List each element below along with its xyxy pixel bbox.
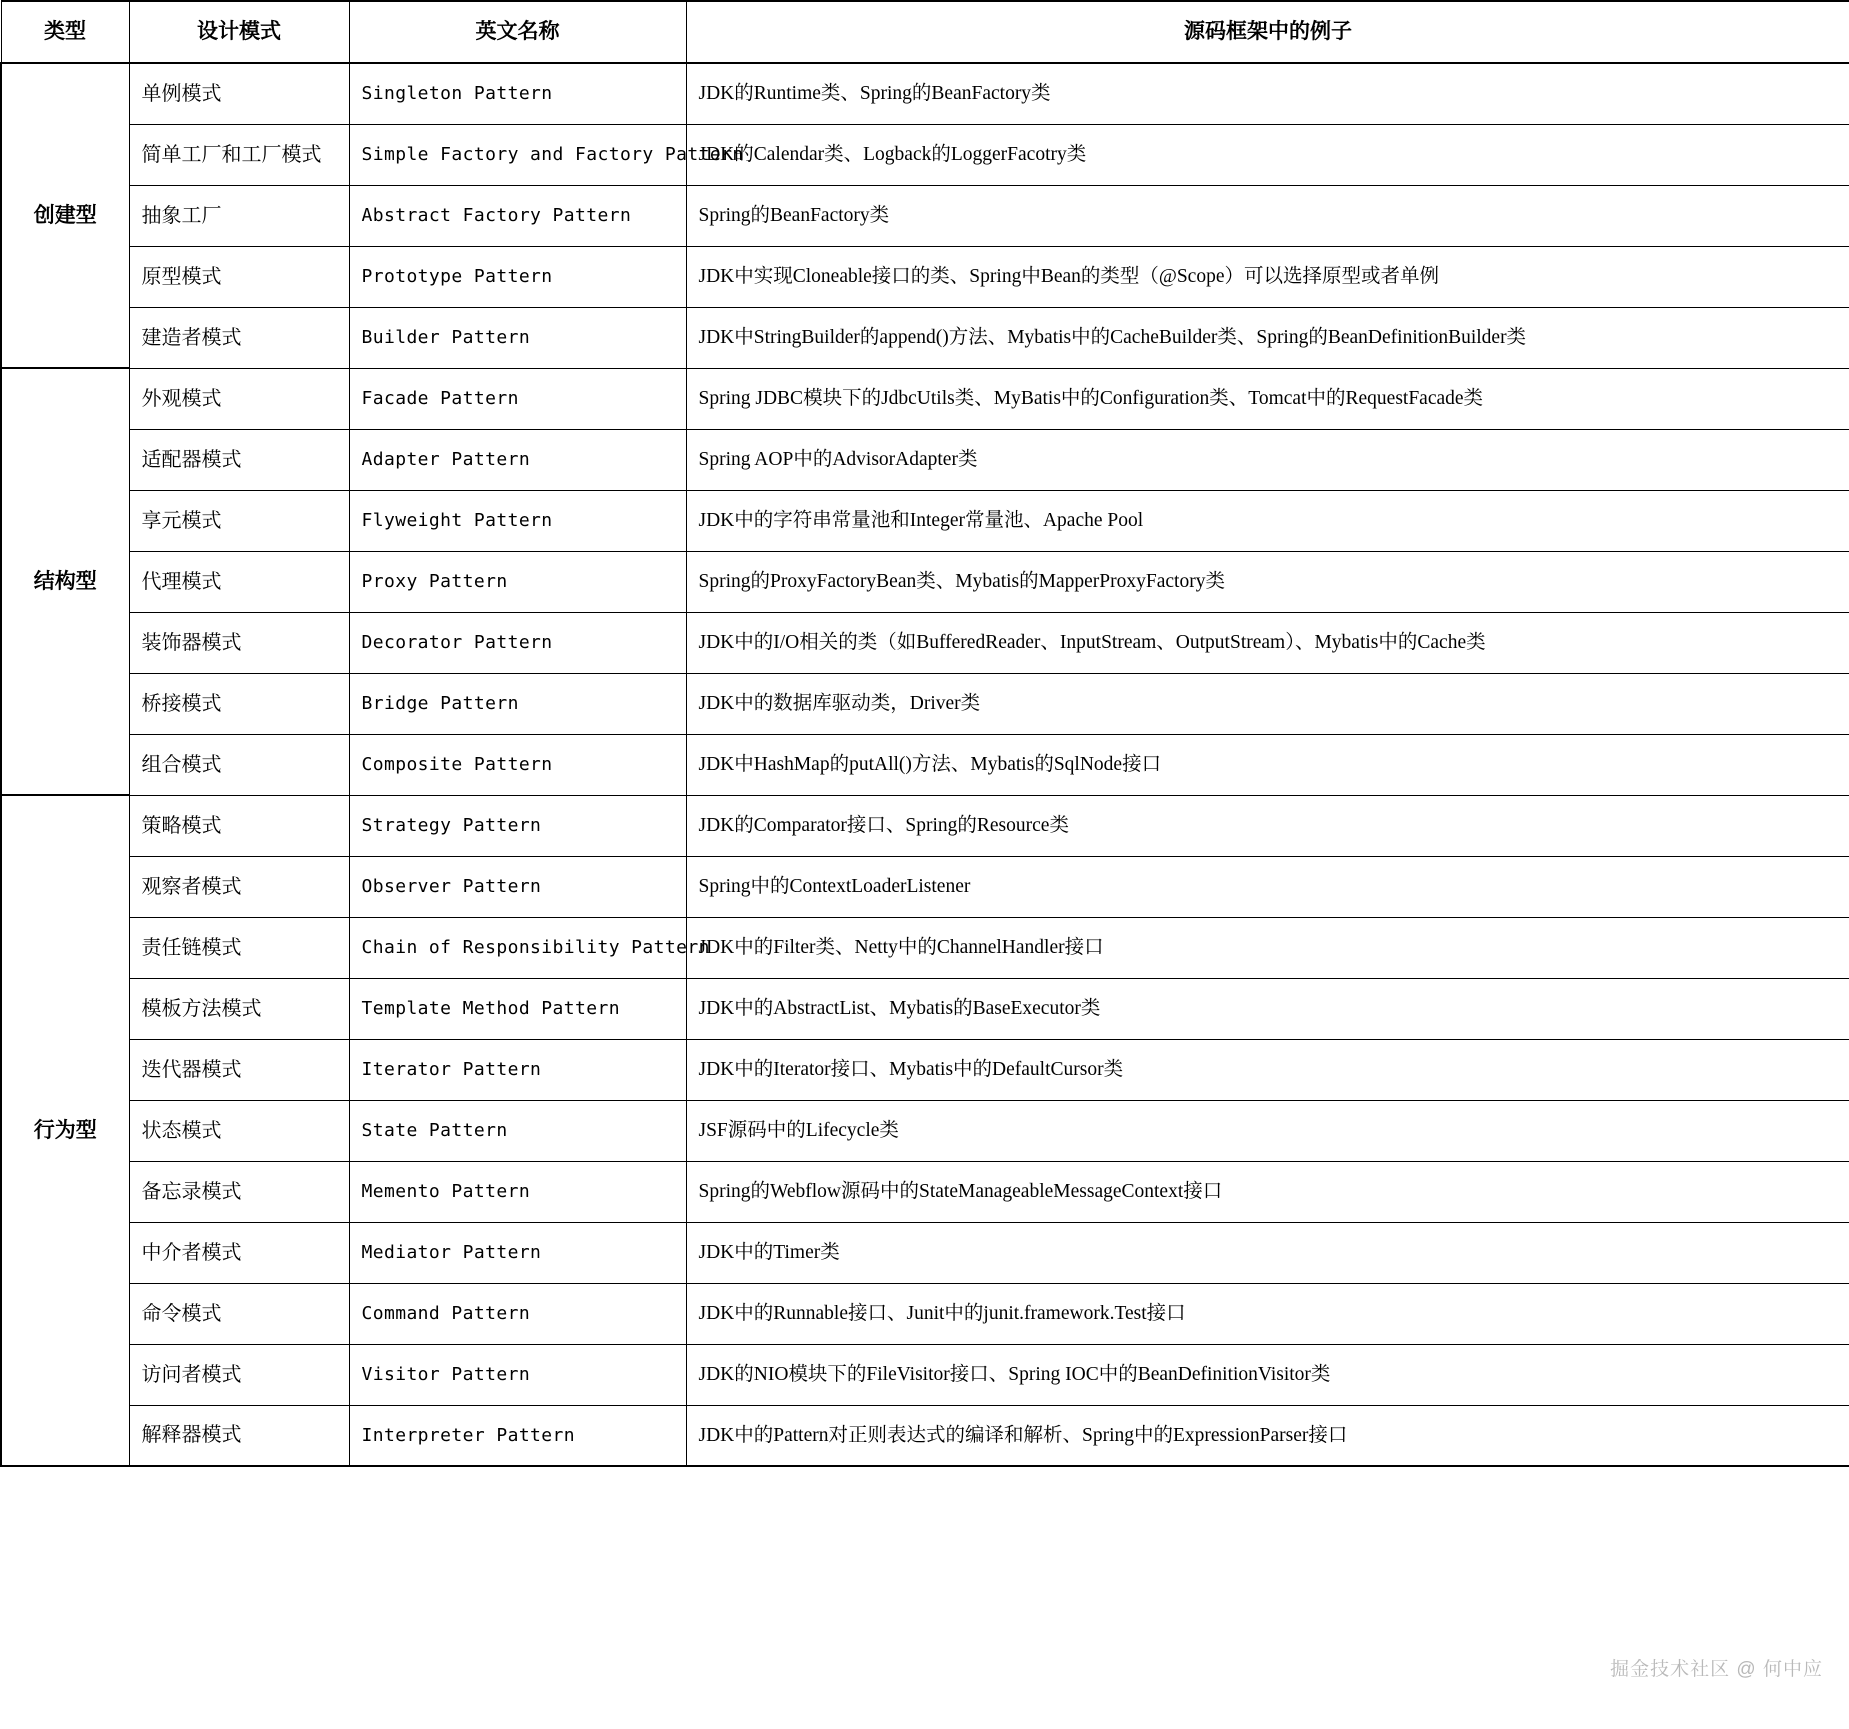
- pattern-name-cn: 命令模式: [129, 1283, 349, 1344]
- group-label: 结构型: [1, 368, 129, 795]
- pattern-name-cn: 模板方法模式: [129, 978, 349, 1039]
- pattern-name-cn: 建造者模式: [129, 307, 349, 368]
- pattern-name-cn: 观察者模式: [129, 856, 349, 917]
- group-label: 创建型: [1, 63, 129, 368]
- pattern-examples: JDK中的Runnable接口、Junit中的junit.framework.Test接口: [686, 1283, 1849, 1344]
- pattern-examples: JDK中的字符串常量池和Integer常量池、Apache Pool: [686, 490, 1849, 551]
- pattern-name-en: Prototype Pattern: [349, 246, 686, 307]
- table-row: [1, 612, 1849, 673]
- pattern-name-cn: 责任链模式: [129, 917, 349, 978]
- pattern-name-cn: 适配器模式: [129, 429, 349, 490]
- pattern-name-cn: 组合模式: [129, 734, 349, 795]
- table-row: [1, 185, 1849, 246]
- pattern-name-en: Chain of Responsibility Pattern: [349, 917, 686, 978]
- pattern-name-cn: 单例模式: [129, 63, 349, 124]
- pattern-examples: JDK中HashMap的putAll()方法、Mybatis的SqlNode接口: [686, 734, 1849, 795]
- pattern-examples: JDK中StringBuilder的append()方法、Mybatis中的CacheBuilder类、Spring的BeanDefinitionBuilder类: [686, 307, 1849, 368]
- pattern-name-cn: 外观模式: [129, 368, 349, 429]
- pattern-name-cn: 访问者模式: [129, 1344, 349, 1405]
- pattern-examples: Spring的BeanFactory类: [686, 185, 1849, 246]
- table-row: [1, 978, 1849, 1039]
- pattern-examples: JSF源码中的Lifecycle类: [686, 1100, 1849, 1161]
- pattern-name-cn: 迭代器模式: [129, 1039, 349, 1100]
- pattern-name-en: Flyweight Pattern: [349, 490, 686, 551]
- table-row: [1, 1405, 1849, 1466]
- table-row: [1, 1283, 1849, 1344]
- table-row: [1, 1344, 1849, 1405]
- pattern-name-en: Visitor Pattern: [349, 1344, 686, 1405]
- table-row: [1, 429, 1849, 490]
- pattern-name-cn: 中介者模式: [129, 1222, 349, 1283]
- table-row: [1, 124, 1849, 185]
- pattern-examples: JDK的Comparator接口、Spring的Resource类: [686, 795, 1849, 856]
- pattern-examples: Spring JDBC模块下的JdbcUtils类、MyBatis中的Configuration类、Tomcat中的RequestFacade类: [686, 368, 1849, 429]
- pattern-name-cn: 桥接模式: [129, 673, 349, 734]
- column-header-examples: 源码框架中的例子: [686, 1, 1849, 63]
- pattern-name-en: Decorator Pattern: [349, 612, 686, 673]
- pattern-name-cn: 装饰器模式: [129, 612, 349, 673]
- watermark: 掘金技术社区 @ 何中应: [1610, 1659, 1823, 1680]
- pattern-name-en: Builder Pattern: [349, 307, 686, 368]
- pattern-name-cn: 原型模式: [129, 246, 349, 307]
- pattern-examples: JDK的Runtime类、Spring的BeanFactory类: [686, 63, 1849, 124]
- pattern-examples: JDK中的Iterator接口、Mybatis中的DefaultCursor类: [686, 1039, 1849, 1100]
- pattern-name-en: Facade Pattern: [349, 368, 686, 429]
- table-row: [1, 673, 1849, 734]
- table-body: [1, 63, 1849, 1466]
- table-row: [1, 734, 1849, 795]
- table-row: [1, 1039, 1849, 1100]
- pattern-examples: Spring的Webflow源码中的StateManageableMessageContext接口: [686, 1161, 1849, 1222]
- table-row: [1, 856, 1849, 917]
- pattern-name-en: Adapter Pattern: [349, 429, 686, 490]
- pattern-name-en: Iterator Pattern: [349, 1039, 686, 1100]
- column-header-type: 类型: [1, 1, 129, 63]
- pattern-name-en: Strategy Pattern: [349, 795, 686, 856]
- pattern-examples: JDK中的Pattern对正则表达式的编译和解析、Spring中的ExpressionParser接口: [686, 1405, 1849, 1466]
- pattern-examples: Spring中的ContextLoaderListener: [686, 856, 1849, 917]
- pattern-name-en: Composite Pattern: [349, 734, 686, 795]
- table-row: [1, 551, 1849, 612]
- table-row: [1, 1161, 1849, 1222]
- pattern-examples: JDK的Calendar类、Logback的LoggerFacotry类: [686, 124, 1849, 185]
- table-row: [1, 1222, 1849, 1283]
- column-header-pattern-cn: 设计模式: [129, 1, 349, 63]
- pattern-name-en: Bridge Pattern: [349, 673, 686, 734]
- pattern-name-cn: 解释器模式: [129, 1405, 349, 1466]
- column-header-pattern-en: 英文名称: [349, 1, 686, 63]
- table-row: [1, 490, 1849, 551]
- pattern-name-en: Template Method Pattern: [349, 978, 686, 1039]
- pattern-examples: JDK的NIO模块下的FileVisitor接口、Spring IOC中的BeanDefinitionVisitor类: [686, 1344, 1849, 1405]
- table-row: [1, 917, 1849, 978]
- pattern-name-en: State Pattern: [349, 1100, 686, 1161]
- pattern-name-cn: 简单工厂和工厂模式: [129, 124, 349, 185]
- pattern-name-en: Command Pattern: [349, 1283, 686, 1344]
- table-header: [1, 1, 1849, 63]
- pattern-examples: JDK中的数据库驱动类，Driver类: [686, 673, 1849, 734]
- pattern-name-en: Interpreter Pattern: [349, 1405, 686, 1466]
- pattern-examples: Spring的ProxyFactoryBean类、Mybatis的MapperProxyFactory类: [686, 551, 1849, 612]
- pattern-name-cn: 备忘录模式: [129, 1161, 349, 1222]
- pattern-name-cn: 代理模式: [129, 551, 349, 612]
- pattern-name-cn: 享元模式: [129, 490, 349, 551]
- header-row: [1, 1, 1849, 63]
- table-row: [1, 307, 1849, 368]
- table-row: [1, 246, 1849, 307]
- table-row: [1, 63, 1849, 124]
- pattern-name-en: Mediator Pattern: [349, 1222, 686, 1283]
- pattern-examples: JDK中的Timer类: [686, 1222, 1849, 1283]
- pattern-examples: Spring AOP中的AdvisorAdapter类: [686, 429, 1849, 490]
- pattern-examples: JDK中的I/O相关的类（如BufferedReader、InputStream、OutputStream）、Mybatis中的Cache类: [686, 612, 1849, 673]
- pattern-name-cn: 策略模式: [129, 795, 349, 856]
- pattern-name-cn: 状态模式: [129, 1100, 349, 1161]
- table-row: [1, 368, 1849, 429]
- pattern-name-cn: 抽象工厂: [129, 185, 349, 246]
- table-row: [1, 1100, 1849, 1161]
- pattern-examples: JDK中的AbstractList、Mybatis的BaseExecutor类: [686, 978, 1849, 1039]
- pattern-name-en: Observer Pattern: [349, 856, 686, 917]
- pattern-name-en: Proxy Pattern: [349, 551, 686, 612]
- pattern-name-en: Abstract Factory Pattern: [349, 185, 686, 246]
- pattern-name-en: Simple Factory and Factory Pattern: [349, 124, 686, 185]
- pattern-examples: JDK中的Filter类、Netty中的ChannelHandler接口: [686, 917, 1849, 978]
- pattern-name-en: Memento Pattern: [349, 1161, 686, 1222]
- group-label: 行为型: [1, 795, 129, 1466]
- pattern-examples: JDK中实现Cloneable接口的类、Spring中Bean的类型（@Scope）可以选择原型或者单例: [686, 246, 1849, 307]
- pattern-name-en: Singleton Pattern: [349, 63, 686, 124]
- table-row: [1, 795, 1849, 856]
